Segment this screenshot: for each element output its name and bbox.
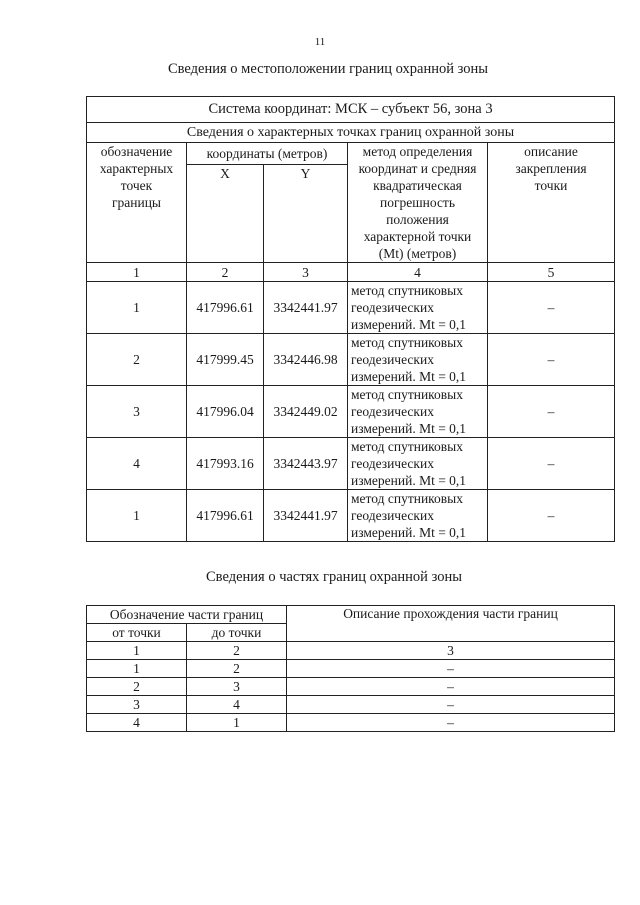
coordinate-system-cell: Система координат: МСК – субъект 56, зона 3 [87, 97, 615, 123]
point-description: – [488, 438, 615, 490]
column-number: 1 [87, 642, 187, 660]
table-row [87, 696, 615, 714]
method-cell: метод спутниковых геодезических измерений. Mt = 0,1 [348, 334, 488, 386]
table-row [87, 714, 615, 732]
header-from-point: от точки [87, 624, 187, 642]
coord-x: 417996.61 [187, 282, 264, 334]
header-y: Y [264, 165, 348, 263]
boundary-parts-table [86, 605, 615, 732]
from-point: 3 [87, 696, 187, 714]
point-id: 3 [87, 386, 187, 438]
method-cell: метод спутниковых геодезических измерений. Mt = 0,1 [348, 386, 488, 438]
header-coordinates: координаты (метров) [187, 143, 348, 165]
point-description: – [488, 282, 615, 334]
section-title-parts: Сведения о частях границ охранной зоны [206, 569, 462, 585]
column-number: 5 [488, 263, 615, 282]
point-description: – [488, 490, 615, 542]
coord-x: 417996.61 [187, 490, 264, 542]
table-row [87, 282, 615, 334]
to-point: 1 [187, 714, 287, 732]
method-cell: метод спутниковых геодезических измерений. Mt = 0,1 [348, 490, 488, 542]
method-cell: метод спутниковых геодезических измерений. Mt = 0,1 [348, 282, 488, 334]
column-number: 3 [287, 642, 615, 660]
column-number: 4 [348, 263, 488, 282]
column-number: 1 [87, 263, 187, 282]
part-description: – [287, 714, 615, 732]
table-row [87, 678, 615, 696]
header-designation: обозначение характерных точек границы [87, 143, 187, 263]
coord-y: 3342449.02 [264, 386, 348, 438]
coord-y: 3342441.97 [264, 282, 348, 334]
table-row [87, 490, 615, 542]
part-description: – [287, 696, 615, 714]
points-caption-cell: Сведения о характерных точках границ охранной зоны [87, 123, 615, 143]
point-id: 1 [87, 282, 187, 334]
column-number: 2 [187, 263, 264, 282]
to-point: 2 [187, 660, 287, 678]
point-id: 4 [87, 438, 187, 490]
header-description: описание закрепления точки [488, 143, 615, 263]
point-id: 2 [87, 334, 187, 386]
to-point: 4 [187, 696, 287, 714]
section-title-location: Сведения о местоположении границ охранной зоны [167, 61, 488, 77]
part-description: – [287, 678, 615, 696]
header-x: X [187, 165, 264, 263]
coord-x: 417993.16 [187, 438, 264, 490]
header-part-description: Описание прохождения части границ [287, 606, 615, 642]
coord-x: 417996.04 [187, 386, 264, 438]
part-description: – [287, 660, 615, 678]
from-point: 2 [87, 678, 187, 696]
from-point: 1 [87, 660, 187, 678]
from-point: 4 [87, 714, 187, 732]
method-cell: метод спутниковых геодезических измерений. Mt = 0,1 [348, 438, 488, 490]
coord-y: 3342443.97 [264, 438, 348, 490]
page-number: 11 [314, 36, 326, 48]
coord-y: 3342441.97 [264, 490, 348, 542]
coord-x: 417999.45 [187, 334, 264, 386]
boundary-points-table [86, 96, 615, 542]
table-row [87, 386, 615, 438]
header-to-point: до точки [187, 624, 287, 642]
point-description: – [488, 386, 615, 438]
header-method: метод определения координат и средняя квадратическая погрешность положения характерной точки (Mt) (метров) [348, 143, 488, 263]
point-description: – [488, 334, 615, 386]
column-number: 2 [187, 642, 287, 660]
header-part-designation: Обозначение части границ [87, 606, 287, 624]
table-row [87, 660, 615, 678]
coord-y: 3342446.98 [264, 334, 348, 386]
to-point: 3 [187, 678, 287, 696]
table-row [87, 334, 615, 386]
table-row [87, 438, 615, 490]
point-id: 1 [87, 490, 187, 542]
column-number: 3 [264, 263, 348, 282]
